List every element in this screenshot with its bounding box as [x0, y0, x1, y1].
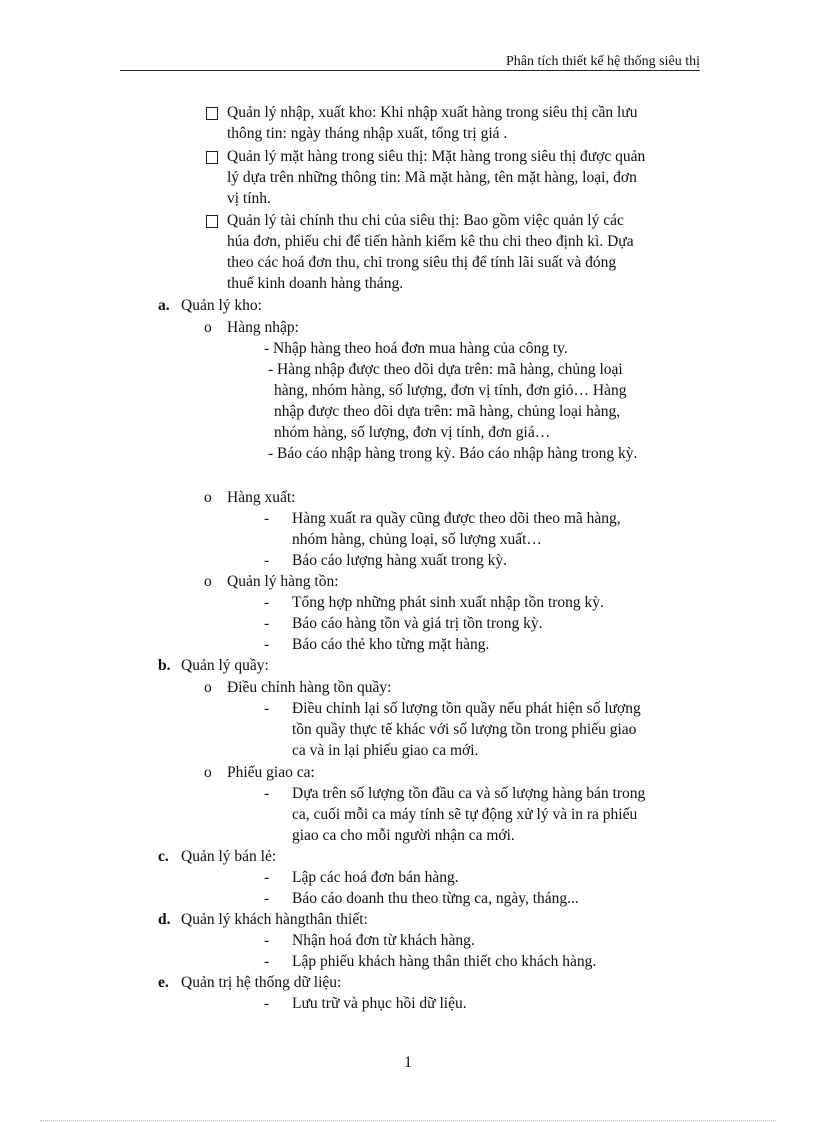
checkbox-bullet-icon	[206, 215, 218, 228]
dash-bullet: -	[264, 953, 270, 970]
dash-bullet: -	[264, 636, 270, 653]
subsection-title: Hàng nhập:	[227, 319, 299, 336]
checkbox-bullet-icon	[206, 107, 218, 120]
list-line: hàng, nhóm hàng, số lượng, đơn vị tính, đơn giỏ… Hàng	[274, 382, 627, 399]
list-line: nhóm hàng, chủng loại, số lượng xuất…	[292, 531, 542, 548]
checkbox-bullet-icon	[206, 151, 218, 164]
circle-bullet: o	[204, 679, 212, 696]
page-number: 1	[404, 1054, 412, 1071]
list-line: - Báo cáo nhập hàng trong kỳ. Báo cáo nhập hàng trong kỳ.	[268, 445, 638, 462]
list-line: - Nhập hàng theo hoá đơn mua hàng của công ty.	[264, 340, 568, 357]
intro-line: Quản lý nhập, xuất kho: Khi nhập xuất hàng trong siêu thị cần lưu	[227, 104, 638, 121]
intro-line: theo các hoá đơn thu, chi trong siêu thị để tính lãi suất và đóng	[227, 254, 617, 271]
list-line: Nhận hoá đơn từ khách hàng.	[292, 932, 475, 949]
circle-bullet: o	[204, 573, 212, 590]
section-title: Quản lý kho:	[181, 297, 262, 314]
circle-bullet: o	[204, 319, 212, 336]
subsection-title: Quản lý hàng tồn:	[227, 573, 339, 590]
running-header: Phân tích thiết kế hệ thống siêu thị	[505, 54, 700, 69]
page-bottom-divider	[40, 1120, 776, 1121]
circle-bullet: o	[204, 764, 212, 781]
dash-bullet: -	[264, 552, 270, 569]
section-title: Quản lý bán lẻ:	[181, 848, 277, 865]
subsection-title: Hàng xuất:	[227, 489, 296, 506]
dash-bullet: -	[264, 510, 270, 527]
intro-line: thông tin: ngày tháng nhập xuất, tổng trị giá .	[227, 125, 508, 142]
list-line: Lập phiếu khách hàng thân thiết cho khách hàng.	[292, 953, 597, 970]
circle-bullet: o	[204, 489, 212, 506]
dash-bullet: -	[264, 785, 270, 802]
list-line: ca, cuối mỗi ca máy tính sẽ tự động xử lý và in ra phiếu	[292, 806, 638, 823]
list-line: tồn quầy thực tế khác với số lượng tồn trong phiếu giao	[292, 721, 637, 738]
list-line: Tổng hợp những phát sinh xuất nhập tồn trong kỳ.	[292, 594, 604, 611]
list-line: nhóm hàng, số lượng, đơn vị tính, đơn giá…	[274, 424, 551, 441]
list-line: Báo cáo doanh thu theo từng ca, ngày, tháng...	[292, 890, 579, 907]
list-line: nhập được theo dõi dựa trên: mã hàng, chủng loại hàng,	[274, 403, 621, 420]
subsection-title: Phiếu giao ca:	[227, 764, 315, 781]
subsection-title: Điều chỉnh hàng tồn quầy:	[227, 679, 392, 696]
list-line: Báo cáo lượng hàng xuất trong kỳ.	[292, 552, 508, 569]
dash-bullet: -	[264, 995, 270, 1012]
section-label: b.	[158, 657, 171, 674]
list-line: Dựa trên số lượng tồn đầu ca và số lượng hàng bán trong	[292, 785, 646, 802]
intro-line: lý dựa trên những thông tin: Mã mặt hàng, tên mặt hàng, loại, đơn	[227, 169, 637, 186]
list-line: Lập các hoá đơn bán hàng.	[292, 869, 459, 886]
dash-bullet: -	[264, 890, 270, 907]
section-label: c.	[158, 848, 169, 865]
dash-bullet: -	[264, 932, 270, 949]
dash-bullet: -	[264, 594, 270, 611]
dash-bullet: -	[264, 869, 270, 886]
intro-line: Quản lý tài chính thu chi của siêu thị: Bao gồm việc quản lý các	[227, 212, 624, 229]
list-line: Lưu trữ và phục hồi dữ liệu.	[292, 995, 467, 1012]
header-rule	[120, 70, 700, 71]
section-title: Quản lý quầy:	[181, 657, 269, 674]
list-line: ca và in lại phiếu giao ca mới.	[292, 742, 479, 759]
dash-bullet: -	[264, 615, 270, 632]
list-line: Báo cáo hàng tồn và giá trị tồn trong kỳ.	[292, 615, 543, 632]
list-line: Báo cáo thẻ kho từng mặt hàng.	[292, 636, 490, 653]
section-label: e.	[158, 974, 169, 991]
section-title: Quản trị hệ thống dữ liệu:	[181, 974, 342, 991]
intro-line: húa đơn, phiếu chi để tiến hành kiểm kê thu chi theo định kì. Dựa	[227, 233, 634, 250]
intro-line: thuế kinh doanh hàng tháng.	[227, 275, 404, 292]
intro-line: Quản lý mặt hàng trong siêu thị: Mặt hàng trong siêu thị được quản	[227, 148, 646, 165]
section-label: d.	[158, 911, 171, 928]
list-line: giao ca cho mỗi người nhận ca mới.	[292, 827, 515, 844]
list-line: Hàng xuất ra quầy cũng được theo dõi theo mã hàng,	[292, 510, 621, 527]
dash-bullet: -	[264, 700, 270, 717]
list-line: Điều chỉnh lại số lượng tồn quầy nếu phát hiện số lượng	[292, 700, 641, 717]
section-label: a.	[158, 297, 170, 314]
intro-line: vị tính.	[227, 190, 271, 207]
section-title: Quản lý khách hàngthân thiết:	[181, 911, 368, 928]
list-line: - Hàng nhập được theo dõi dựa trên: mã hàng, chủng loại	[268, 361, 623, 378]
